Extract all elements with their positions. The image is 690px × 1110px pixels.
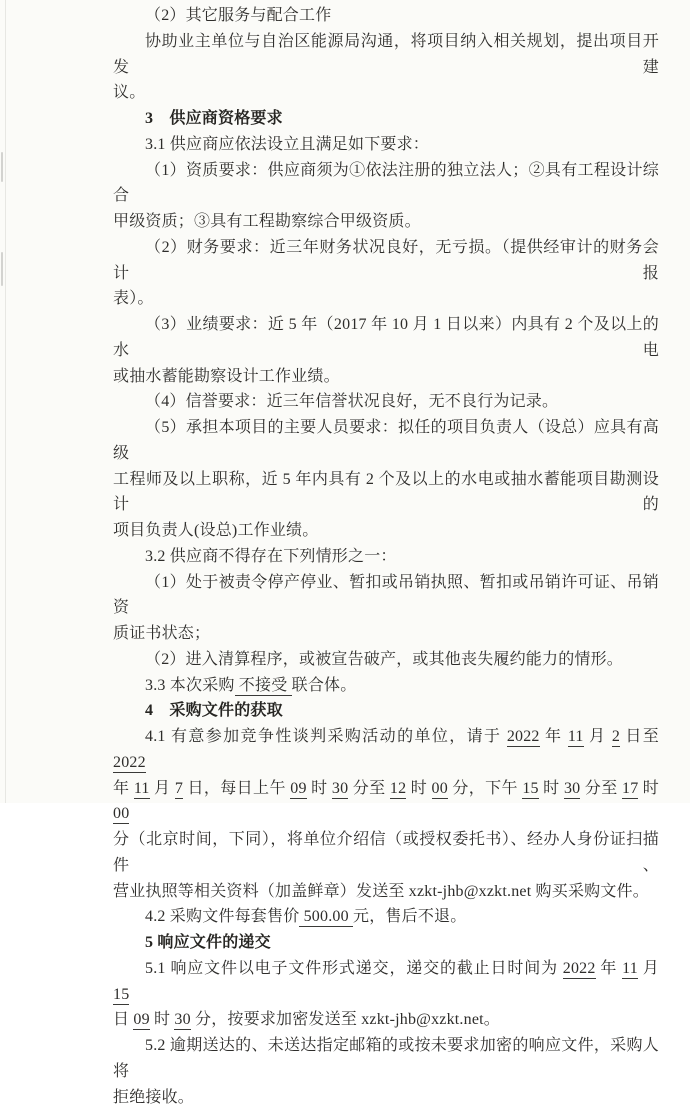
text-run: 项目负责人(设总)工作业绩。 xyxy=(113,522,318,539)
underlined-value: 15 xyxy=(113,986,129,1005)
text-line xyxy=(113,879,659,905)
text-line xyxy=(113,621,659,647)
text-run: 5 响应文件的递交 xyxy=(145,934,271,951)
text-line xyxy=(113,1007,659,1033)
underlined-value: 12 xyxy=(390,780,406,799)
text-run: 时 xyxy=(406,780,431,797)
text-run: （2）其它服务与配合工作 xyxy=(145,7,331,24)
text-line xyxy=(113,3,659,29)
underlined-value: 2022 xyxy=(563,960,596,979)
underlined-value: 11 xyxy=(568,728,584,747)
text-run: （2）进入清算程序，或被宣告破产，或其他丧失履约能力的情形。 xyxy=(145,651,623,668)
text-run: （3）业绩要求：近 5 年（2017 年 10 月 1 日以来）内具有 2 个及以上的水电 xyxy=(113,316,659,359)
text-run: 月 xyxy=(584,728,612,745)
text-line xyxy=(113,389,659,415)
underlined-value: 00 xyxy=(113,805,129,824)
underlined-value: 2022 xyxy=(507,728,540,747)
text-run: 月 xyxy=(150,780,175,797)
text-run: 4.1 有意参加竞争性谈判采购活动的单位，请于 xyxy=(145,728,507,745)
underlined-value: 2022 xyxy=(113,754,146,773)
underlined-value: 11 xyxy=(622,960,638,979)
underlined-value: 30 xyxy=(174,1011,190,1030)
text-line xyxy=(113,518,659,544)
text-line xyxy=(113,570,659,622)
text-run: 年 xyxy=(540,728,568,745)
text-run: 元，售后不退。 xyxy=(353,908,466,925)
text-line xyxy=(113,724,659,776)
underlined-value: 30 xyxy=(332,780,348,799)
scan-edge-line xyxy=(5,0,6,803)
text-line xyxy=(113,827,659,879)
text-run: 分至 xyxy=(580,780,622,797)
text-line xyxy=(113,776,659,828)
text-run: 年 xyxy=(596,960,623,977)
text-line xyxy=(113,544,659,570)
text-run: 议。 xyxy=(113,84,145,101)
underlined-value: 00 xyxy=(432,780,448,799)
text-line xyxy=(113,467,659,519)
underlined-value: 7 xyxy=(175,780,183,799)
text-line xyxy=(113,1033,659,1085)
underlined-value: 500.00 xyxy=(299,908,353,927)
text-run: 营业执照等相关资料（加盖鲜章）发送至 xzkt-jhb@xzkt.net 购买采购文件。 xyxy=(113,883,649,900)
section-heading xyxy=(113,930,659,956)
underlined-value: 09 xyxy=(133,1011,149,1030)
text-line xyxy=(113,209,659,235)
text-line xyxy=(113,904,659,930)
text-line xyxy=(113,364,659,390)
text-run: 月 xyxy=(638,960,659,977)
text-run: 表）。 xyxy=(113,290,154,307)
text-line xyxy=(113,673,659,699)
text-line xyxy=(113,132,659,158)
section-heading xyxy=(113,106,659,132)
text-run: 日至 xyxy=(620,728,659,745)
underlined-value: 09 xyxy=(290,780,306,799)
text-line xyxy=(113,29,659,81)
text-run: 3.3 本次采购 xyxy=(145,677,235,694)
document-text xyxy=(113,3,659,1110)
text-run: 分（北京时间，下同），将单位介绍信（或授权委托书）、经办人身份证扫描件、 xyxy=(113,831,659,874)
text-run: （1）处于被责令停产停业、暂扣或吊销执照、暂扣或吊销许可证、吊销资 xyxy=(113,574,659,617)
underlined-value: 2 xyxy=(612,728,620,747)
text-run: 联合体。 xyxy=(292,677,357,694)
text-line xyxy=(113,1085,659,1110)
text-line xyxy=(113,286,659,312)
text-line xyxy=(113,312,659,364)
scan-artifact-dash xyxy=(1,252,3,286)
text-run: （2）财务要求：近三年财务状况良好，无亏损。（提供经审计的财务会计报 xyxy=(113,239,659,282)
text-run: 日 xyxy=(113,1011,133,1028)
text-run: 4 采购文件的获取 xyxy=(145,702,283,719)
text-run: 5.1 响应文件以电子文件形式递交，递交的截止日时间为 xyxy=(145,960,563,977)
underlined-value: 11 xyxy=(134,780,150,799)
text-line xyxy=(113,235,659,287)
text-run: （5）承担本项目的主要人员要求：拟任的项目负责人（设总）应具有高级 xyxy=(113,419,659,462)
text-run: 3.1 供应商应依法设立且满足如下要求： xyxy=(145,136,429,153)
text-run: 年 xyxy=(113,780,134,797)
underlined-value: 15 xyxy=(522,780,538,799)
text-run: （4）信誉要求：近三年信誉状况良好，无不良行为记录。 xyxy=(145,393,558,410)
underlined-value: 30 xyxy=(564,780,580,799)
text-line xyxy=(113,956,659,1008)
text-run: 3.2 供应商不得存在下列情形之一： xyxy=(145,548,397,565)
text-run: 3 供应商资格要求 xyxy=(145,110,283,127)
text-line xyxy=(113,158,659,210)
underlined-value: 不接受 xyxy=(235,677,292,696)
text-run: （1）资质要求：供应商须为①依法注册的独立法人；②具有工程设计综合 xyxy=(113,162,659,205)
text-run: 分，按要求加密发送至 xzkt-jhb@xzkt.net。 xyxy=(191,1011,500,1028)
text-run: 甲级资质；③具有工程勘察综合甲级资质。 xyxy=(113,213,421,230)
text-run: 拒绝接收。 xyxy=(113,1089,194,1106)
section-heading xyxy=(113,698,659,724)
text-run: 4.2 采购文件每套售价 xyxy=(145,908,299,925)
text-run: 分至 xyxy=(348,780,390,797)
text-run: 时 xyxy=(150,1011,175,1028)
text-run: 5.2 逾期送达的、未送达指定邮箱的或按未要求加密的响应文件，采购人将 xyxy=(113,1037,659,1080)
text-line xyxy=(113,415,659,467)
scan-artifact-dash xyxy=(1,152,3,182)
text-run: 质证书状态； xyxy=(113,625,210,642)
text-run: 或抽水蓄能勘察设计工作业绩。 xyxy=(113,368,340,385)
text-run: 工程师及以上职称，近 5 年内具有 2 个及以上的水电或抽水蓄能项目勘测设计的 xyxy=(113,471,659,514)
text-run: 日，每日上午 xyxy=(183,780,290,797)
text-run: 时 xyxy=(638,780,659,797)
text-line xyxy=(113,647,659,673)
text-line xyxy=(113,80,659,106)
text-run: 时 xyxy=(539,780,564,797)
text-run: 协助业主单位与自治区能源局沟通，将项目纳入相关规划，提出项目开发建 xyxy=(113,33,659,76)
text-run: 时 xyxy=(307,780,332,797)
text-run: 分，下午 xyxy=(448,780,522,797)
underlined-value: 17 xyxy=(622,780,638,799)
